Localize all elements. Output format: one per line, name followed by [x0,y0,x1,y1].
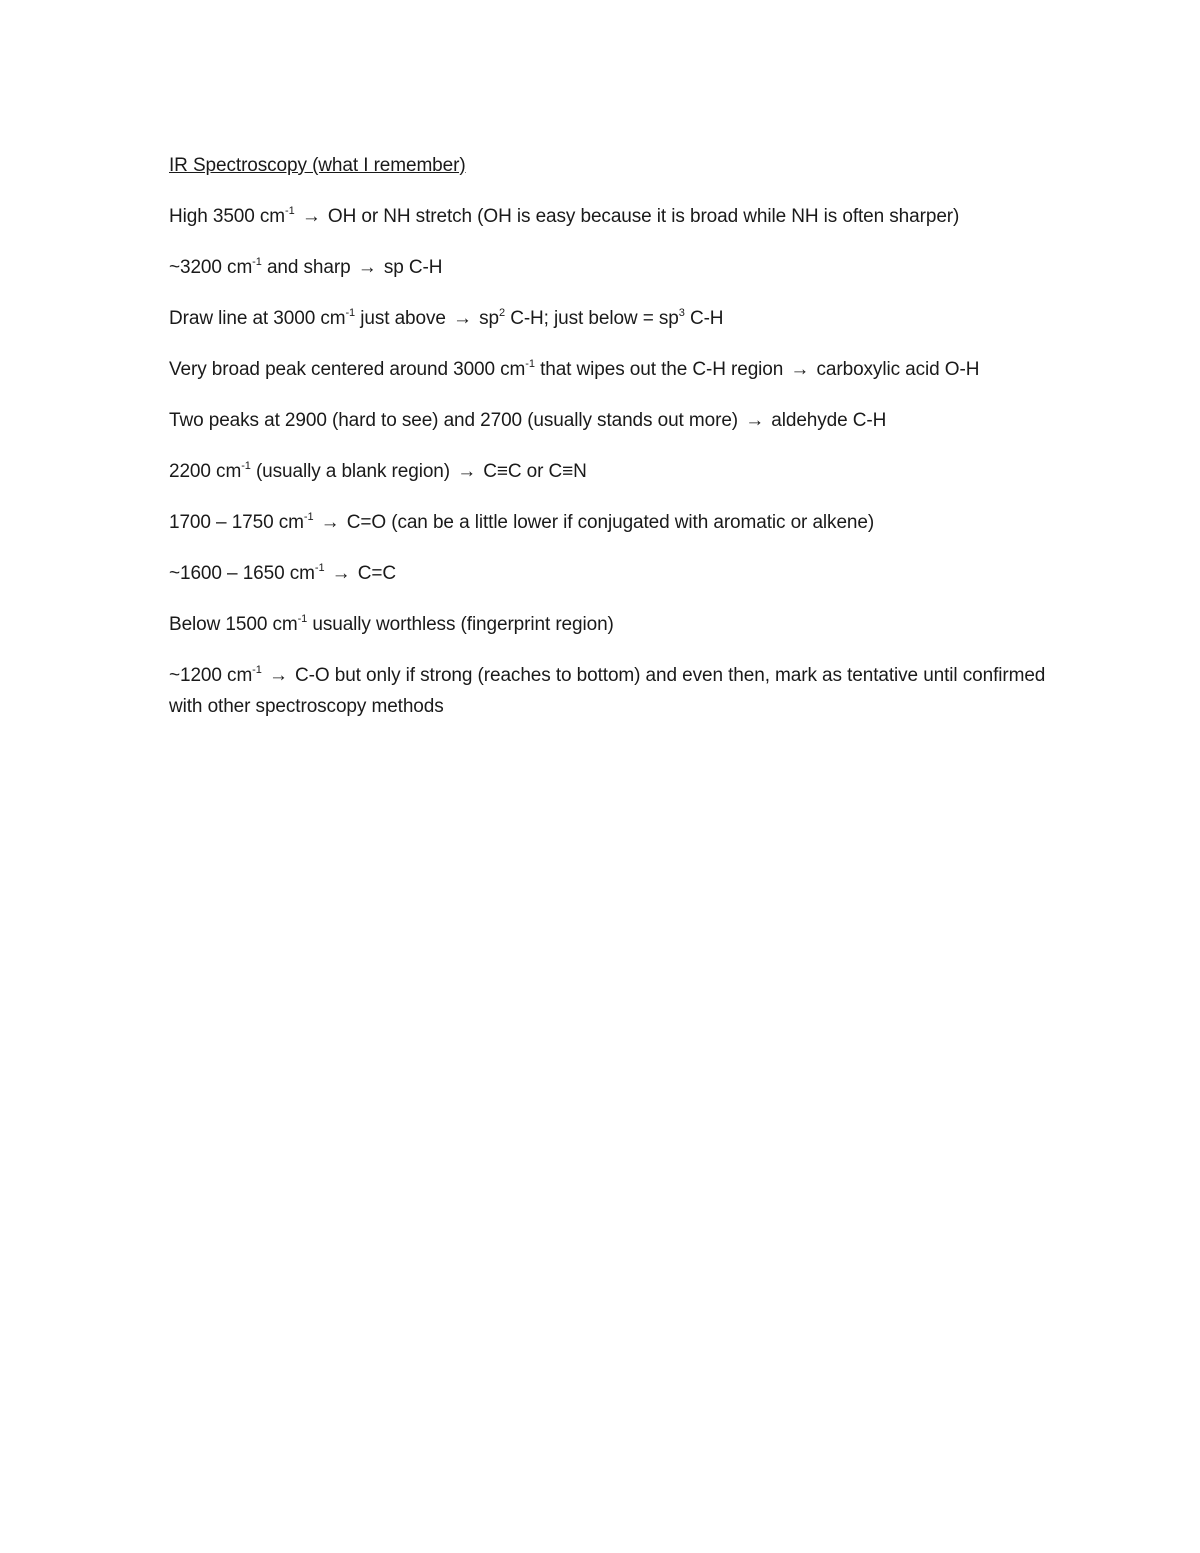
note-text: High 3500 cm [169,206,286,227]
note-text: carboxylic acid O-H [811,359,980,380]
note-text: OH or NH stretch (OH is easy because it is broad while NH is often sharper) [322,206,960,227]
notes-body [169,150,1049,742]
note-text: sp C-H [378,257,443,278]
note-text: Below 1500 cm [169,614,298,635]
arrow-icon: → [357,257,377,278]
superscript: -1 [252,663,262,676]
note-text: usually worthless (fingerprint region) [307,614,614,635]
notes-list [169,201,1049,722]
note-text: C-H; just below = sp [505,308,679,329]
superscript: -1 [297,612,308,625]
note-line [169,456,1049,487]
note-text: that wipes out the C-H region [534,359,789,380]
note-text: C=C [352,563,396,584]
note-text: ~1200 cm [169,665,253,686]
note-text: (usually a blank region) [250,461,456,482]
note-text [313,512,318,533]
note-text: aldehyde C-H [766,410,887,431]
document-title: IR Spectroscopy (what I remember) [169,155,466,176]
superscript: -1 [525,357,535,370]
note-text: ~1600 – 1650 cm [169,563,315,584]
arrow-icon: → [453,308,472,329]
note-text: C≡C or C≡N [478,461,587,482]
superscript: 3 [678,306,685,319]
superscript: -1 [314,561,325,574]
superscript: -1 [303,510,314,523]
note-text: Draw line at 3000 cm [169,308,346,329]
note-line [169,660,1049,722]
note-text: 1700 – 1750 cm [169,512,304,533]
superscript: -1 [241,459,251,472]
note-line [169,558,1049,589]
superscript: -1 [345,306,356,319]
note-text: sp [473,308,499,329]
arrow-icon: → [320,512,340,533]
note-line [169,354,1049,385]
arrow-icon: → [301,206,321,227]
note-line [169,201,1049,232]
superscript: -1 [252,255,262,268]
note-text: ~3200 cm [169,257,253,278]
note-line [169,609,1049,640]
note-line [169,405,1049,436]
arrow-icon: → [268,665,288,686]
arrow-icon: → [331,563,351,584]
note-text: C=O (can be a little lower if conjugated with aromatic or alkene) [341,512,875,533]
note-text: C-O but only if strong (reaches to bottom) and even then, mark as tentative until confirmed with other spectroscopy methods [169,665,1046,717]
note-text: Two peaks at 2900 (hard to see) and 2700 (usually stands out more) [169,410,744,431]
note-text: and sharp [261,257,356,278]
superscript: -1 [285,204,295,217]
arrow-icon: → [457,461,477,482]
note-text: just above [355,308,452,329]
note-text: Very broad peak centered around 3000 cm [169,359,526,380]
note-line [169,252,1049,283]
note-text [324,563,329,584]
superscript: 2 [499,306,506,319]
note-line [169,303,1049,334]
arrow-icon: → [790,359,810,380]
note-line [169,507,1049,538]
note-text: C-H [684,308,724,329]
arrow-icon: → [745,410,765,431]
note-text: 2200 cm [169,461,242,482]
